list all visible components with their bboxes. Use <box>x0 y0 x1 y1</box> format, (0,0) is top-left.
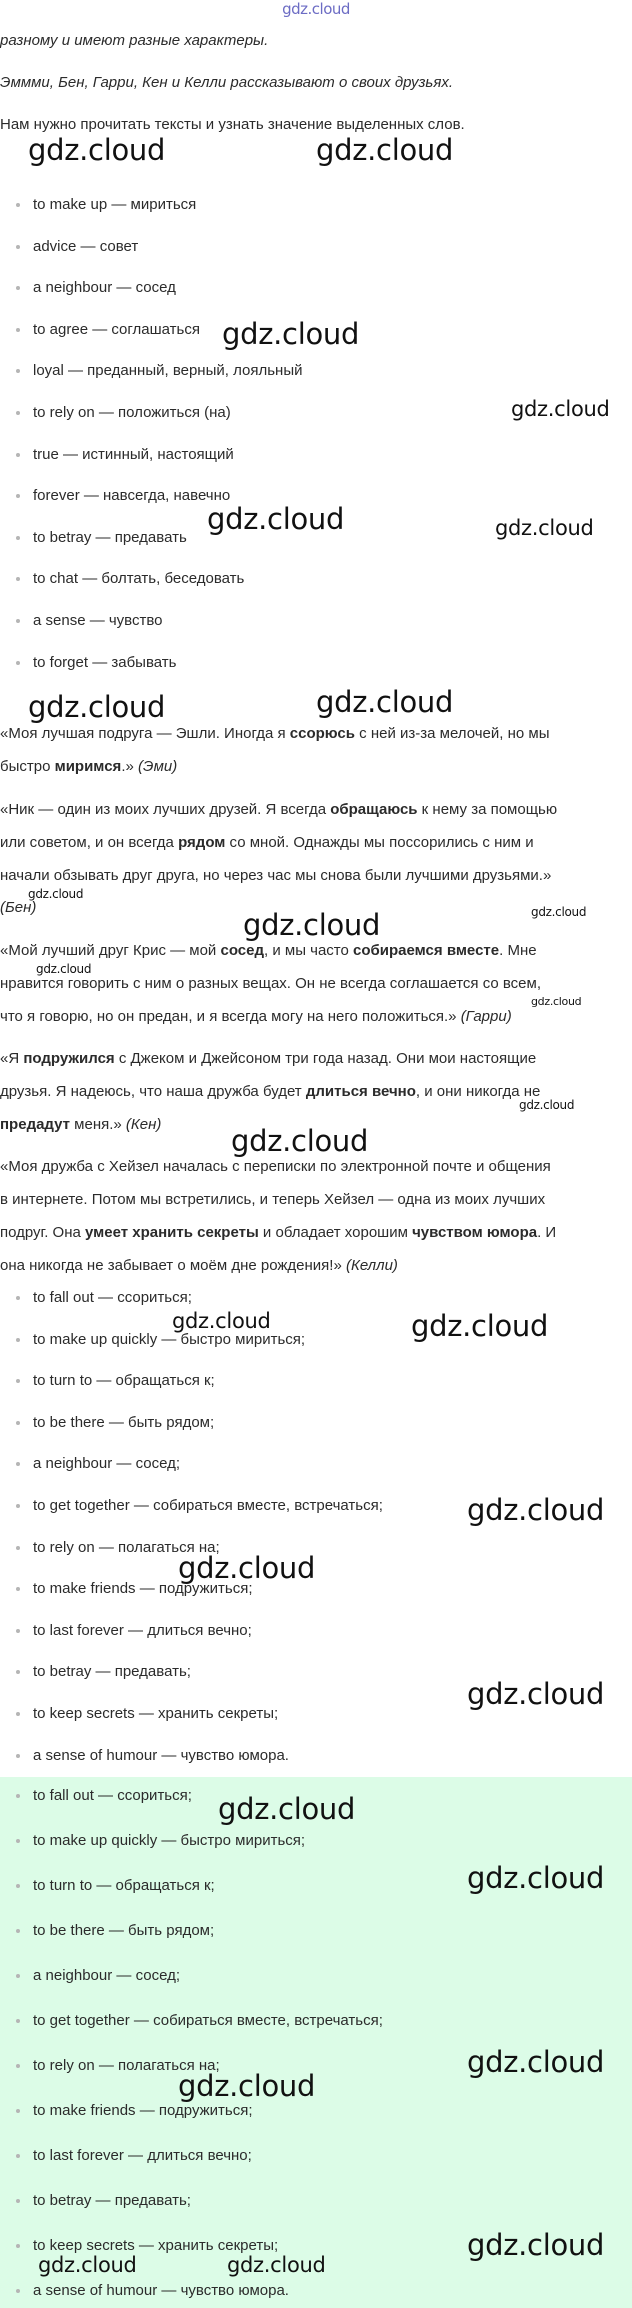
watermark: gdz.cloud <box>28 133 166 167</box>
list-item: loyal — преданный, верный, лояльный <box>0 358 632 384</box>
list-item: to be there — быть рядом; <box>0 1918 632 1944</box>
list-item: to fall out — ссориться; <box>0 1285 632 1311</box>
watermark: gdz.cloud <box>531 995 582 1008</box>
watermark: gdz.cloud <box>519 1098 575 1112</box>
watermark: gdz.cloud <box>511 397 610 421</box>
site-logo[interactable]: gdz.cloud <box>282 0 350 18</box>
watermark: gdz.cloud <box>531 905 587 919</box>
watermark: gdz.cloud <box>172 1309 271 1333</box>
watermark: gdz.cloud <box>178 2069 316 2103</box>
text-kelly-line-2: в интернете. Потом мы встретились, и теперь Хейзел — одна из моих лучших <box>0 1191 546 1208</box>
watermark: gdz.cloud <box>28 690 166 724</box>
watermark: gdz.cloud <box>28 887 84 901</box>
intro-line-3: Нам нужно прочитать тексты и узнать значение выделенных слов. <box>0 116 465 133</box>
list-item: to rely on — полагаться на; <box>0 2053 632 2079</box>
list-item: to make friends — подружиться; <box>0 2098 632 2124</box>
text-ben-line-3: начали обзывать друг друга, но через час мы снова были лучшими друзьями.» <box>0 867 552 884</box>
intro-line-2: Эммми, Бен, Гарри, Кен и Келли рассказывают о своих друзьях. <box>0 74 454 91</box>
list-item: to rely on — полагаться на; <box>0 1535 632 1561</box>
watermark: gdz.cloud <box>36 962 92 976</box>
list-item: to rely on — положиться (на) <box>0 400 632 426</box>
list-item: to be there — быть рядом; <box>0 1410 632 1436</box>
list-item: to make up quickly — быстро мириться; <box>0 1828 632 1854</box>
list-item: to last forever — длиться вечно; <box>0 2143 632 2169</box>
list-item: to keep secrets — хранить секреты; <box>0 1701 632 1727</box>
list-item: to betray — предавать <box>0 525 632 551</box>
list-item: true — истинный, настоящий <box>0 442 632 468</box>
list-item: to last forever — длиться вечно; <box>0 1618 632 1644</box>
list-item: a neighbour — сосед; <box>0 1963 632 1989</box>
watermark: gdz.cloud <box>178 1551 316 1585</box>
text-kelly-line-3: подруг. Она умеет хранить секреты и обладает хорошим чувством юмора. И <box>0 1224 557 1241</box>
watermark: gdz.cloud <box>243 908 381 942</box>
list-item: a neighbour — сосед <box>0 275 632 301</box>
list-item: to fall out — ссориться; <box>0 1783 632 1809</box>
list-item: to make friends — подружиться; <box>0 1576 632 1602</box>
text-kelly-line-4: она никогда не забывает о моём дне рождения!» (Келли) <box>0 1257 398 1274</box>
list-item: a sense — чувство <box>0 608 632 634</box>
list-item: a sense of humour — чувство юмора. <box>0 1743 632 1769</box>
watermark: gdz.cloud <box>207 502 345 536</box>
watermark: gdz.cloud <box>222 317 360 351</box>
vocab-list-1 <box>0 192 632 676</box>
list-item: to betray — предавать; <box>0 2188 632 2214</box>
watermark: gdz.cloud <box>411 1309 549 1343</box>
watermark: gdz.cloud <box>467 2228 605 2262</box>
intro-line-1: разному и имеют разные характеры. <box>0 32 269 49</box>
watermark: gdz.cloud <box>495 516 594 540</box>
watermark: gdz.cloud <box>467 1861 605 1895</box>
text-kelly-line-1: «Моя дружба с Хейзел началась с переписки по электронной почте и общения <box>0 1158 551 1175</box>
text-harry-line-1: «Мой лучший друг Крис — мой сосед, и мы часто собираемся вместе. Мне <box>0 942 537 959</box>
list-item: to keep secrets — хранить секреты; <box>0 2233 632 2259</box>
list-item: to agree — соглашаться <box>0 317 632 343</box>
watermark: gdz.cloud <box>227 2253 326 2277</box>
text-ben-author: (Бен) <box>0 899 37 916</box>
watermark: gdz.cloud <box>38 2253 137 2277</box>
watermark: gdz.cloud <box>316 133 454 167</box>
list-item: to make up — мириться <box>0 192 632 218</box>
list-item: to forget — забывать <box>0 650 632 676</box>
text-ben-line-2: или советом, и он всегда рядом со мной. Однажды мы поссорились с ним и <box>0 834 534 851</box>
text-harry-line-3: что я говорю, но он предан, и я всегда могу на него положиться.» (Гарри) <box>0 1008 512 1025</box>
list-item: to chat — болтать, беседовать <box>0 566 632 592</box>
list-item: to get together — собираться вместе, встречаться; <box>0 1493 632 1519</box>
list-item: a sense of humour — чувство юмора. <box>0 2278 632 2304</box>
list-item: forever — навсегда, навечно <box>0 483 632 509</box>
list-item: a neighbour — сосед; <box>0 1451 632 1477</box>
watermark: gdz.cloud <box>467 1677 605 1711</box>
watermark: gdz.cloud <box>218 1792 356 1826</box>
list-item: to get together — собираться вместе, встречаться; <box>0 2008 632 2034</box>
text-ken-line-1: «Я подружился с Джеком и Джейсоном три года назад. Они мои настоящие <box>0 1050 537 1067</box>
watermark: gdz.cloud <box>231 1124 369 1158</box>
text-ken-line-3: предадут меня.» (Кен) <box>0 1116 162 1133</box>
watermark: gdz.cloud <box>467 2045 605 2079</box>
text-ben-line-1: «Ник — один из моих лучших друзей. Я всегда обращаюсь к нему за помощью <box>0 801 558 818</box>
text-emmy-line-2: быстро миримся.» (Эми) <box>0 758 178 775</box>
text-ken-line-2: друзья. Я надеюсь, что наша дружба будет длиться вечно, и они никогда не <box>0 1083 541 1100</box>
list-item: advice — совет <box>0 234 632 260</box>
text-harry-line-2: нравится говорить с ним о разных вещах. Он не всегда соглашается со всем, <box>0 975 541 992</box>
list-item: to make up quickly — быстро мириться; <box>0 1327 632 1353</box>
watermark: gdz.cloud <box>316 685 454 719</box>
watermark: gdz.cloud <box>467 1493 605 1527</box>
list-item: to turn to — обращаться к; <box>0 1873 632 1899</box>
list-item: to turn to — обращаться к; <box>0 1368 632 1394</box>
list-item: to betray — предавать; <box>0 1659 632 1685</box>
text-emmy-line-1: «Моя лучшая подруга — Эшли. Иногда я ссорюсь с ней из-за мелочей, но мы <box>0 725 550 742</box>
